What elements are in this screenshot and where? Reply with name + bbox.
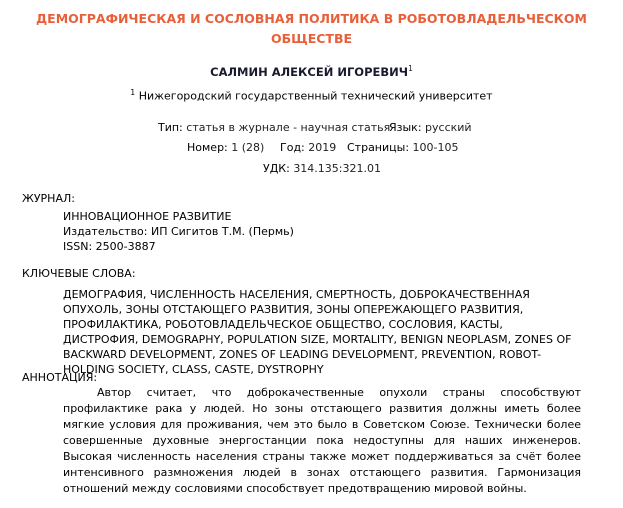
affiliation xyxy=(0,88,623,103)
meta-type-row xyxy=(158,121,390,134)
abstract-text: Автор считает, что доброкачественные опухоли страны способствуют профилактике рака у людей. Но зоны отстающего развития должны иметь более мягкие условия для проживания, чем это было в Советском Союзе. Технически более совершенные духовные энергостанции пока недоступны для наших инженеров. Высокая численность населения страны также может поддерживаться за счёт более интенсивного размножения людей в зонах отстающего развития. Гармонизация отношений между сословиями способствует предотвращению мировой войны. xyxy=(63,386,581,495)
author-name-text: САЛМИН АЛЕКСЕЙ ИГОРЕВИЧ xyxy=(210,64,409,79)
pages-label: Страницы: xyxy=(347,141,410,154)
udk-label: УДК: xyxy=(263,162,290,175)
journal-info xyxy=(63,209,583,254)
journal-publisher: Издательство: ИП Сигитов Т.М. (Пермь) xyxy=(63,225,294,238)
keywords-list[interactable]: ДЕМОГРАФИЯ, ЧИСЛЕННОСТЬ НАСЕЛЕНИЯ, СМЕРТНОСТЬ, ДОБРОКАЧЕСТВЕННАЯ ОПУХОЛЬ, ЗОНЫ ОТСТАЮЩЕГО РАЗВИТИЯ, ЗОНЫ ОПЕРЕЖАЮЩЕГО РАЗВИТИЯ, ПРОФИЛАКТИКА, РОБОТОВЛАДЕЛЬЧЕСКОЕ ОБЩЕСТВО, СОСЛОВИЯ, КАСТЫ, ДИСТРОФИЯ, DEMOGRAPHY, POPULATION SIZE, MORTALITY, BENIGN NEOPLASM, ZONES OF BACKWARD DEVELOPMENT, ZONES OF LEADING DEVELOPMENT, PREVENTION, ROBOT-HOLDING SOCIETY, CLASS, CASTE, DYSTROPHY xyxy=(63,288,572,376)
number-value[interactable]: 1 (28) xyxy=(231,141,265,154)
meta-pages-row xyxy=(347,141,459,154)
abstract-heading: АННОТАЦИЯ: xyxy=(22,371,98,384)
journal-issn: ISSN: 2500-3887 xyxy=(63,240,156,253)
article-title: ДЕМОГРАФИЧЕСКАЯ И СОСЛОВНАЯ ПОЛИТИКА В РОБОТОВЛАДЕЛЬЧЕСКОМ ОБЩЕСТВЕ xyxy=(36,11,587,46)
keywords-heading: КЛЮЧЕВЫЕ СЛОВА: xyxy=(22,267,136,280)
type-value: статья в журнале - научная статья xyxy=(186,121,391,134)
meta-number-row xyxy=(187,141,264,154)
journal-name[interactable]: ИННОВАЦИОННОЕ РАЗВИТИЕ xyxy=(63,210,232,223)
journal-heading: ЖУРНАЛ: xyxy=(22,192,75,205)
udk-value: 314.135:321.01 xyxy=(293,162,381,175)
type-label: Тип: xyxy=(158,121,183,134)
author-name[interactable] xyxy=(0,64,623,79)
affiliation-mark: 1 xyxy=(130,88,136,97)
year-label: Год: xyxy=(280,141,305,154)
author-affiliation-mark: 1 xyxy=(408,64,413,73)
lang-value: русский xyxy=(425,121,472,134)
number-label: Номер: xyxy=(187,141,228,154)
lang-label: Язык: xyxy=(389,121,422,134)
meta-year-row xyxy=(280,141,336,154)
affiliation-name: Нижегородский государственный технический университет xyxy=(138,89,493,103)
meta-lang-row xyxy=(389,121,472,134)
meta-udk-row xyxy=(263,162,381,175)
pages-value: 100-105 xyxy=(412,141,459,154)
year-value: 2019 xyxy=(308,141,337,154)
